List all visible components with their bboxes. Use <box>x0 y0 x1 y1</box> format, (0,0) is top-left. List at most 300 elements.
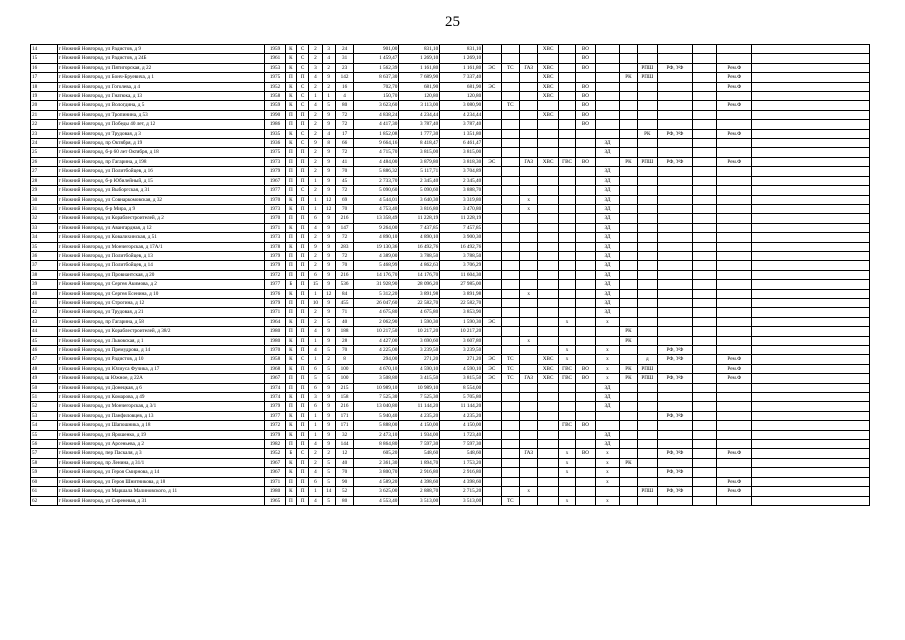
table-cell <box>576 487 595 496</box>
table-cell: 28 <box>335 336 353 345</box>
table-row <box>31 223 870 232</box>
table-cell <box>558 251 575 260</box>
table-cell: х <box>558 458 575 467</box>
table-cell: х <box>595 496 620 505</box>
table-cell <box>501 251 519 260</box>
table-cell <box>483 327 501 336</box>
table-cell <box>637 110 657 119</box>
table-cell: 4 670,10 <box>354 364 399 373</box>
table-cell <box>620 148 637 157</box>
table-cell: Рем.Ф <box>717 101 752 110</box>
table-cell <box>558 176 575 185</box>
table-cell <box>501 449 519 458</box>
table-cell <box>519 223 537 232</box>
table-cell <box>576 270 595 279</box>
table-cell <box>752 148 870 157</box>
table-cell: 13 358,49 <box>354 214 399 223</box>
table-cell: 3 888,70 <box>440 186 483 195</box>
table-cell: 56 <box>31 440 58 449</box>
table-cell <box>558 233 575 242</box>
table-cell: РФ, УФ <box>658 449 693 458</box>
table-cell <box>752 214 870 223</box>
table-cell: 5 <box>322 468 335 477</box>
table-cell <box>620 186 637 195</box>
table-cell <box>658 148 693 157</box>
table-cell <box>558 148 575 157</box>
table-cell: 70 <box>335 346 353 355</box>
table-cell <box>637 242 657 251</box>
table-cell: 17 <box>335 129 353 138</box>
table-cell <box>692 298 717 307</box>
table-cell: ХВС <box>538 374 558 383</box>
table-cell <box>483 214 501 223</box>
table-cell: х <box>519 204 537 213</box>
table-cell: 59 <box>31 468 58 477</box>
table-cell <box>519 148 537 157</box>
table-cell: П <box>285 110 296 119</box>
table-cell: 5 940,40 <box>354 411 399 420</box>
table-cell: 9 <box>322 110 335 119</box>
table-cell <box>752 355 870 364</box>
table-cell <box>692 477 717 486</box>
table-cell: П <box>297 440 309 449</box>
table-cell <box>658 261 693 270</box>
table-cell: 5 <box>322 477 335 486</box>
table-cell: 9 <box>322 280 335 289</box>
table-cell <box>637 496 657 505</box>
table-cell <box>658 298 693 307</box>
table-cell <box>692 157 717 166</box>
table-cell: 34 <box>31 233 58 242</box>
table-cell: ЗД <box>595 430 620 439</box>
table-cell: 171 <box>335 421 353 430</box>
table-cell <box>483 129 501 138</box>
table-cell <box>637 411 657 420</box>
table-cell: 14 176,70 <box>354 270 399 279</box>
table-cell <box>637 308 657 317</box>
table-cell <box>658 308 693 317</box>
table-cell <box>519 139 537 148</box>
table-cell <box>692 402 717 411</box>
table-cell <box>558 440 575 449</box>
table-cell: ГВС <box>558 157 575 166</box>
table-cell <box>620 477 637 486</box>
table-cell <box>658 440 693 449</box>
table-cell <box>519 186 537 195</box>
table-cell <box>620 270 637 279</box>
table-cell <box>752 383 870 392</box>
table-cell: 2 361,30 <box>354 458 399 467</box>
table-cell <box>692 261 717 270</box>
table-cell <box>501 477 519 486</box>
table-cell: С <box>297 63 309 72</box>
table-cell: С <box>297 355 309 364</box>
table-cell <box>620 214 637 223</box>
table-cell: П <box>297 496 309 505</box>
table-cell <box>483 421 501 430</box>
table-cell: 1953 <box>265 63 285 72</box>
table-cell <box>483 346 501 355</box>
table-cell <box>620 355 637 364</box>
table-cell: 53 <box>31 411 58 420</box>
table-cell <box>717 270 752 279</box>
table-cell: К <box>285 139 296 148</box>
table-cell: ВО <box>576 101 595 110</box>
table-cell: П <box>297 167 309 176</box>
table-cell <box>717 383 752 392</box>
table-cell: 158 <box>335 393 353 402</box>
table-cell <box>658 458 693 467</box>
table-cell <box>620 346 637 355</box>
table-cell <box>483 289 501 298</box>
table-cell: 2 <box>309 308 322 317</box>
table-cell <box>658 54 693 63</box>
table-cell <box>658 120 693 129</box>
table-cell <box>637 251 657 260</box>
table-cell <box>558 73 575 82</box>
table-cell: 142 <box>335 73 353 82</box>
table-cell: П <box>297 73 309 82</box>
table-cell: К <box>285 82 296 91</box>
table-cell <box>576 458 595 467</box>
table-cell: 1 <box>309 336 322 345</box>
table-cell <box>519 440 537 449</box>
table-cell: 5 117,71 <box>399 167 440 176</box>
table-cell: РПШ <box>637 487 657 496</box>
table-cell <box>483 468 501 477</box>
table-cell: 6 <box>309 364 322 373</box>
table-cell: 3 815,00 <box>399 148 440 157</box>
table-cell: 72 <box>335 120 353 129</box>
table-cell <box>752 280 870 289</box>
table-cell: 51 <box>31 393 58 402</box>
table-cell: Рем.Ф <box>717 157 752 166</box>
table-cell <box>658 195 693 204</box>
table-cell: П <box>285 176 296 185</box>
table-cell <box>501 54 519 63</box>
table-cell <box>519 355 537 364</box>
table-cell: 294,00 <box>354 355 399 364</box>
table-cell: 7 525,30 <box>399 393 440 402</box>
table-cell <box>538 458 558 467</box>
table-cell: ЭС <box>483 317 501 326</box>
table-cell <box>483 176 501 185</box>
table-cell: г Нижний Новгород, ул Пятигорская, д 22 <box>57 63 265 72</box>
table-cell: П <box>297 204 309 213</box>
table-cell: х <box>519 487 537 496</box>
table-cell: 11 144,20 <box>399 402 440 411</box>
table-cell: 1 777,30 <box>399 129 440 138</box>
table-cell <box>752 317 870 326</box>
table-cell <box>752 430 870 439</box>
table-cell <box>483 430 501 439</box>
table-cell: 4 <box>322 54 335 63</box>
table-cell: 10 217,50 <box>354 327 399 336</box>
table-cell <box>501 317 519 326</box>
table-cell: х <box>595 449 620 458</box>
table-cell <box>483 195 501 204</box>
table-cell <box>501 129 519 138</box>
table-cell: 100 <box>335 374 353 383</box>
table-cell <box>519 120 537 129</box>
table-cell: 4 150,00 <box>440 421 483 430</box>
table-cell <box>637 430 657 439</box>
table-cell: 4 <box>309 73 322 82</box>
table-cell: 27 985,00 <box>440 280 483 289</box>
table-cell: К <box>285 393 296 402</box>
table-cell: г Нижний Новгород, ул Строгина, д 12 <box>57 298 265 307</box>
table-cell <box>501 242 519 251</box>
table-cell <box>717 214 752 223</box>
table-cell: х <box>558 355 575 364</box>
table-cell: П <box>297 402 309 411</box>
table-cell: 72 <box>335 186 353 195</box>
table-cell: П <box>297 458 309 467</box>
table-cell <box>558 383 575 392</box>
table-cell: 5 <box>322 364 335 373</box>
table-cell: 22 582,70 <box>440 298 483 307</box>
table-cell <box>501 487 519 496</box>
table-cell <box>752 393 870 402</box>
table-cell: 2 916,80 <box>399 468 440 477</box>
table-cell: ЭС <box>483 63 501 72</box>
table-cell: г Нижний Новгород, ул Маршала Малиновского, д 11 <box>57 487 265 496</box>
table-cell: ЭС <box>483 355 501 364</box>
table-cell <box>519 214 537 223</box>
table-row <box>31 458 870 467</box>
table-cell: 216 <box>335 402 353 411</box>
table-cell <box>558 327 575 336</box>
table-cell <box>752 327 870 336</box>
table-row <box>31 298 870 307</box>
table-cell <box>692 496 717 505</box>
table-cell: С <box>297 92 309 101</box>
table-cell: С <box>297 139 309 148</box>
table-cell <box>637 346 657 355</box>
table-cell: 1958 <box>265 92 285 101</box>
table-cell: П <box>297 261 309 270</box>
table-cell <box>538 167 558 176</box>
table-cell: 1961 <box>265 54 285 63</box>
table-cell: 1952 <box>265 449 285 458</box>
table-cell <box>752 336 870 345</box>
table-cell: 5 888,00 <box>354 421 399 430</box>
table-cell: П <box>285 477 296 486</box>
table-cell: 1 753,20 <box>440 458 483 467</box>
table-cell: 9 664,16 <box>354 139 399 148</box>
table-cell <box>692 82 717 91</box>
table-cell: г Нижний Новгород, ул Комарова, д 49 <box>57 393 265 402</box>
table-cell: 10 217,20 <box>440 327 483 336</box>
table-cell <box>595 110 620 119</box>
table-row <box>31 242 870 251</box>
table-cell <box>558 92 575 101</box>
table-cell: г Нижний Новгород, ул Львовская, д 1 <box>57 336 265 345</box>
table-cell: 16 492,76 <box>399 242 440 251</box>
table-cell: 45 <box>335 176 353 185</box>
table-cell: 3 815,50 <box>440 374 483 383</box>
table-cell: РФ, УФ <box>658 355 693 364</box>
table-cell <box>558 54 575 63</box>
table-cell <box>637 393 657 402</box>
table-cell: 6 <box>309 402 322 411</box>
table-cell <box>637 92 657 101</box>
table-cell: 5 090,60 <box>354 186 399 195</box>
table-cell: 4 225,00 <box>354 346 399 355</box>
table-cell: 3 513,00 <box>440 496 483 505</box>
table-cell <box>576 242 595 251</box>
table-cell: 455 <box>335 298 353 307</box>
table-cell <box>752 54 870 63</box>
table-cell: ХВС <box>538 82 558 91</box>
table-cell: РПШ <box>637 157 657 166</box>
table-cell <box>483 383 501 392</box>
table-cell <box>576 167 595 176</box>
table-cell <box>483 101 501 110</box>
table-cell <box>692 214 717 223</box>
table-cell <box>576 317 595 326</box>
table-cell: ВО <box>576 374 595 383</box>
table-cell <box>576 411 595 420</box>
table-cell: 120,80 <box>399 92 440 101</box>
table-cell: 1936 <box>265 139 285 148</box>
table-cell <box>692 280 717 289</box>
table-cell: П <box>285 157 296 166</box>
table-cell <box>595 82 620 91</box>
table-cell: 702,70 <box>354 82 399 91</box>
table-cell <box>483 449 501 458</box>
table-cell <box>483 308 501 317</box>
table-cell: х <box>595 477 620 486</box>
table-cell <box>558 110 575 119</box>
table-cell: 2 <box>309 54 322 63</box>
table-cell <box>752 487 870 496</box>
table-cell <box>620 223 637 232</box>
table-cell: г Нижний Новгород, ул Панфиловцев, д 13 <box>57 411 265 420</box>
table-cell: х <box>595 364 620 373</box>
table-cell: 3 319,80 <box>440 195 483 204</box>
table-cell <box>483 477 501 486</box>
table-cell <box>637 298 657 307</box>
table-cell: г Нижний Новгород, ул Ковалихинская, д 51 <box>57 233 265 242</box>
table-cell <box>576 440 595 449</box>
table-cell <box>501 261 519 270</box>
table-cell <box>576 298 595 307</box>
table-cell: 37 <box>31 261 58 270</box>
table-cell <box>717 402 752 411</box>
table-cell: 1979 <box>265 261 285 270</box>
table-cell: ВО <box>576 364 595 373</box>
table-cell: ТС <box>501 374 519 383</box>
table-cell: 681,90 <box>440 82 483 91</box>
table-cell: К <box>285 223 296 232</box>
table-cell <box>717 251 752 260</box>
table-cell: ЭС <box>483 364 501 373</box>
table-cell: 3 704,89 <box>440 167 483 176</box>
table-cell <box>538 317 558 326</box>
table-cell: П <box>297 242 309 251</box>
table-cell <box>558 204 575 213</box>
table-cell: 5 <box>322 317 335 326</box>
table-cell: 144 <box>335 440 353 449</box>
table-cell: 4 234,44 <box>399 110 440 119</box>
table-cell: 188 <box>335 327 353 336</box>
table-cell: П <box>285 148 296 157</box>
table-cell <box>538 261 558 270</box>
table-cell: г Нижний Новгород, ул Мончегорская, д 17А/1 <box>57 242 265 251</box>
table-cell: 3 625,00 <box>354 487 399 496</box>
table-cell <box>620 468 637 477</box>
table-cell: ЗД <box>595 186 620 195</box>
table-cell <box>576 346 595 355</box>
table-cell: 3 891,98 <box>440 289 483 298</box>
table-cell: г Нижний Новгород, ул Радистов, д 9 <box>57 45 265 54</box>
table-cell <box>658 336 693 345</box>
table-cell: 16 <box>31 63 58 72</box>
table-cell: 901,00 <box>354 45 399 54</box>
table-cell <box>501 204 519 213</box>
table-cell <box>558 270 575 279</box>
table-cell <box>752 421 870 430</box>
table-cell <box>576 468 595 477</box>
table-row <box>31 54 870 63</box>
table-cell: 4 <box>335 92 353 101</box>
table-cell <box>692 430 717 439</box>
table-cell <box>519 167 537 176</box>
table-cell <box>576 336 595 345</box>
table-cell <box>658 317 693 326</box>
table-cell: 2 <box>309 458 322 467</box>
table-cell: 3 815,00 <box>440 148 483 157</box>
table-cell <box>692 242 717 251</box>
table-cell <box>637 317 657 326</box>
table-cell: РПШ <box>637 364 657 373</box>
table-cell: 605,20 <box>354 449 399 458</box>
table-cell <box>538 54 558 63</box>
table-cell <box>717 421 752 430</box>
table-cell <box>576 233 595 242</box>
table-cell: К <box>285 129 296 138</box>
table-cell: 11 604,30 <box>440 270 483 279</box>
table-cell <box>752 157 870 166</box>
table-cell <box>558 120 575 129</box>
table-cell: 40 <box>335 458 353 467</box>
table-cell <box>637 120 657 129</box>
table-cell: С <box>297 186 309 195</box>
table-cell <box>501 223 519 232</box>
table-cell <box>595 45 620 54</box>
table-cell <box>717 327 752 336</box>
table-cell <box>519 251 537 260</box>
table-row <box>31 280 870 289</box>
table-cell: 38 <box>31 270 58 279</box>
table-cell: 4 553,40 <box>354 496 399 505</box>
table-cell: 120,80 <box>440 92 483 101</box>
table-cell: ЗД <box>595 204 620 213</box>
table-cell: 9 <box>322 148 335 157</box>
table-cell: ТС <box>501 101 519 110</box>
table-cell <box>483 139 501 148</box>
table-cell <box>717 176 752 185</box>
table-cell: П <box>285 270 296 279</box>
table-cell <box>595 63 620 72</box>
table-cell: 1 562,39 <box>354 63 399 72</box>
table-cell <box>752 120 870 129</box>
table-cell: 4 235,20 <box>399 411 440 420</box>
table-cell: д <box>637 355 657 364</box>
table-cell: 10 <box>309 298 322 307</box>
table-cell: 4 398,60 <box>440 477 483 486</box>
